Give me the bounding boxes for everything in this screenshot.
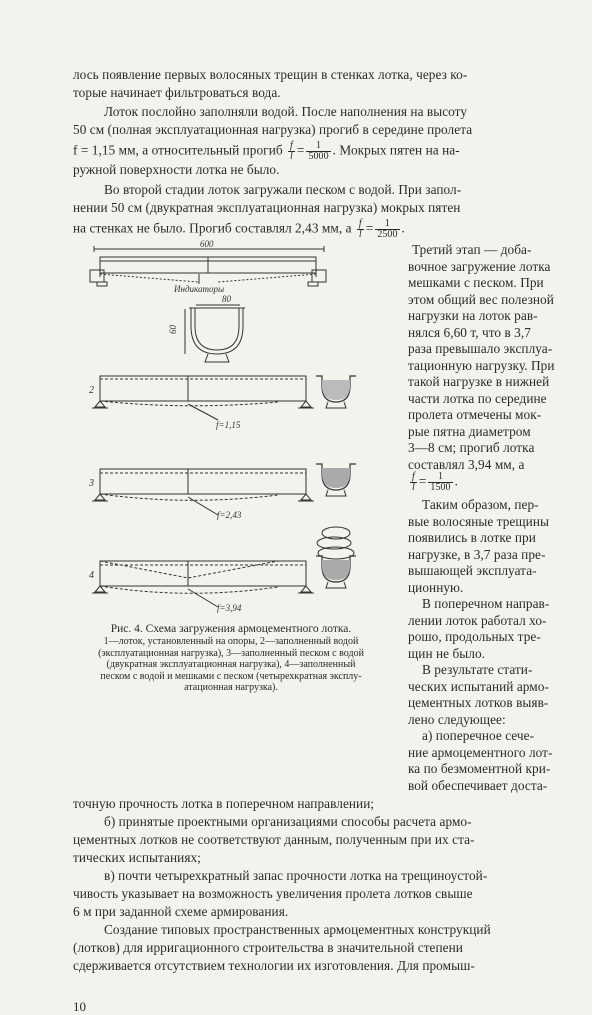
text-segment: f = 1,15 мм, а относительный прогиб xyxy=(73,142,283,158)
deflection-label: f=1,15 xyxy=(216,420,241,430)
text-line: в) почти четырехкратный запас прочности лотка на трещиноустой- xyxy=(104,868,488,883)
text-segment: на стенках не было. Прогиб составлял 2,43 мм, а xyxy=(73,220,352,236)
fraction-1-over-2500: $\frac{1}{2500}$ xyxy=(377,218,398,240)
text-line: вые волосяные трещины xyxy=(408,513,549,529)
text-line: рые пятна диаметром xyxy=(408,423,531,439)
deflection-label: f=2,43 xyxy=(217,510,242,520)
width-label: 80 xyxy=(222,294,231,304)
stage-number: 4 xyxy=(89,570,94,581)
text-line: вой обеспечивает доста- xyxy=(408,777,548,793)
text-line: Во второй стадии лоток загружали песком с водой. При запол- xyxy=(104,182,462,197)
figure-load-scheme xyxy=(78,238,396,618)
text-line: а) поперечное сече- xyxy=(422,728,535,743)
text-line: В результате стати- xyxy=(422,662,533,677)
text-line: рошо, продольных тре- xyxy=(408,629,541,644)
text-line: такой нагрузке в нижней xyxy=(408,374,550,389)
text-segment: . Мокрых пятен на на- xyxy=(332,142,460,158)
text-line: б) принятые проектными организациями способы расчета армо- xyxy=(104,814,472,829)
stage-number: 2 xyxy=(89,385,94,396)
text-line: точную прочность лотка в поперечном направлении; xyxy=(73,796,375,811)
text-line: этом общий вес полезной xyxy=(408,291,554,307)
diagram-cross-section xyxy=(168,294,245,362)
text-line: ционную. xyxy=(408,579,464,595)
text-line-with-fraction: $\frac{f}{l}$ = $\frac{1}{1500}$ . xyxy=(412,471,458,493)
text-line: В поперечном направ- xyxy=(422,596,550,611)
text-line: раза превышало эксплуа- xyxy=(408,341,553,356)
text-line: ческих испытаний армо- xyxy=(408,678,549,694)
text-line: составлял 3,94 мм, а xyxy=(408,456,525,472)
figure-caption xyxy=(73,622,389,694)
text-line: Третий этап — добa- xyxy=(412,242,532,257)
page-number: 10 xyxy=(73,999,86,1014)
text-line: ка по безмоментной кри- xyxy=(408,761,551,776)
text-line: 3—8 см; прогиб лотка xyxy=(408,440,535,455)
text-line: нялся 6,60 т, что в 3,7 xyxy=(408,324,531,340)
diagram-flume-on-supports xyxy=(90,239,326,294)
diagram-stage-3-sand-water xyxy=(88,464,356,520)
fraction-1-over-5000: $\frac{1}{5000}$ xyxy=(308,140,329,162)
span-label: 600 xyxy=(200,239,214,249)
text-line: лено следующее: xyxy=(408,711,506,727)
text-line: мешками с песком. При xyxy=(408,275,544,290)
text-line: ружной поверхности лотка не было. xyxy=(73,162,280,177)
text-line: появились в лотке при xyxy=(408,530,536,545)
fraction-1-over-1500: $\frac{1}{1500}$ xyxy=(430,471,451,493)
text-line: торые начинает фильтроваться вода. xyxy=(73,85,281,100)
stage-number: 3 xyxy=(89,478,94,489)
diagram-stage-4-sandbags xyxy=(89,527,356,613)
text-line: вышающей эксплуата- xyxy=(408,563,537,578)
text-line: нагрузки на лоток рав- xyxy=(408,308,538,323)
caption-line: атационная нагрузка). xyxy=(184,682,278,694)
text-line: Таким образом, пер- xyxy=(422,497,539,512)
height-label: 60 xyxy=(168,325,178,334)
deflection-label: f=3,94 xyxy=(217,603,242,613)
text-line: цементных лотков выяв- xyxy=(408,695,549,710)
text-line: нагрузке, в 3,7 раза пре- xyxy=(408,546,546,562)
text-line: вочное загружение лотка xyxy=(408,258,551,274)
text-line: лении лоток работал хо- xyxy=(408,612,547,628)
text-line: ние армоцементного лот- xyxy=(408,744,553,760)
text-line: щин не было. xyxy=(408,645,486,661)
text-line: нении 50 см (двукратная эксплуатационная нагрузка) мокрых пятен xyxy=(73,200,461,215)
caption-line: песком с водой и мешками с песком (четырехкратная эксплу- xyxy=(100,670,362,682)
text-line: лось появление первых волосяных трещин в стенках лотка, через ко- xyxy=(73,67,468,82)
fraction-f-over-l: $\frac{f}{l}$ xyxy=(290,140,293,162)
text-line-with-fraction: на стенках не было. Прогиб составлял 2,43 мм, а $\frac{f}{l}$ = $\frac{1}{2500}$ . xyxy=(73,218,405,240)
text-line: чивость указывает на возможность увеличения пролета лотков свыше xyxy=(73,886,473,901)
caption-line: (эксплуатационная нагрузка), 3—заполненный песком с водой xyxy=(98,647,364,659)
text-line: (лотков) для ирригационного строительства в значительной степени xyxy=(73,940,463,955)
text-line: Создание типовых пространственных армоцементных конструкций xyxy=(104,922,491,937)
text-line: пролета отмечены мок- xyxy=(408,407,542,422)
text-line: части лотка по середине xyxy=(408,390,547,406)
text-line: 50 см (полная эксплуатационная нагрузка) прогиб в середине пролета xyxy=(73,122,473,137)
diagram-stage-2-water xyxy=(89,376,356,430)
fraction-f-over-l: $\frac{f}{l}$ xyxy=(412,471,415,493)
text-line: тических испытаниях; xyxy=(73,850,201,865)
fraction-f-over-l: $\frac{f}{l}$ xyxy=(358,218,362,240)
text-line: Лоток послойно заполняли водой. После наполнения на высоту xyxy=(104,104,468,119)
caption-title: Рис. 4. Схема загружения армоцементного лотка. xyxy=(110,623,352,635)
caption-line: (двукратная эксплуатационная нагрузка), 4—заполненный xyxy=(106,659,356,671)
caption-line: 1—лоток, установленный на опоры, 2—заполненный водой xyxy=(103,636,359,647)
text-line: тационную нагрузку. При xyxy=(408,357,555,373)
indicators-label: Индикаторы xyxy=(174,284,225,294)
text-line: 6 м при заданной схеме армирования. xyxy=(73,904,289,919)
text-line: сдерживается отсутствием технологии их изготовления. Для промыш- xyxy=(73,958,475,973)
text-line: цементных лотков не соответствуют данным, полученным при их ста- xyxy=(73,832,475,847)
text-line-with-fraction: f = 1,15 мм, а относительный прогиб $\frac{f}{l}$ = $\frac{1}{5000}$ . Мокрых пятен на на- xyxy=(73,140,460,162)
